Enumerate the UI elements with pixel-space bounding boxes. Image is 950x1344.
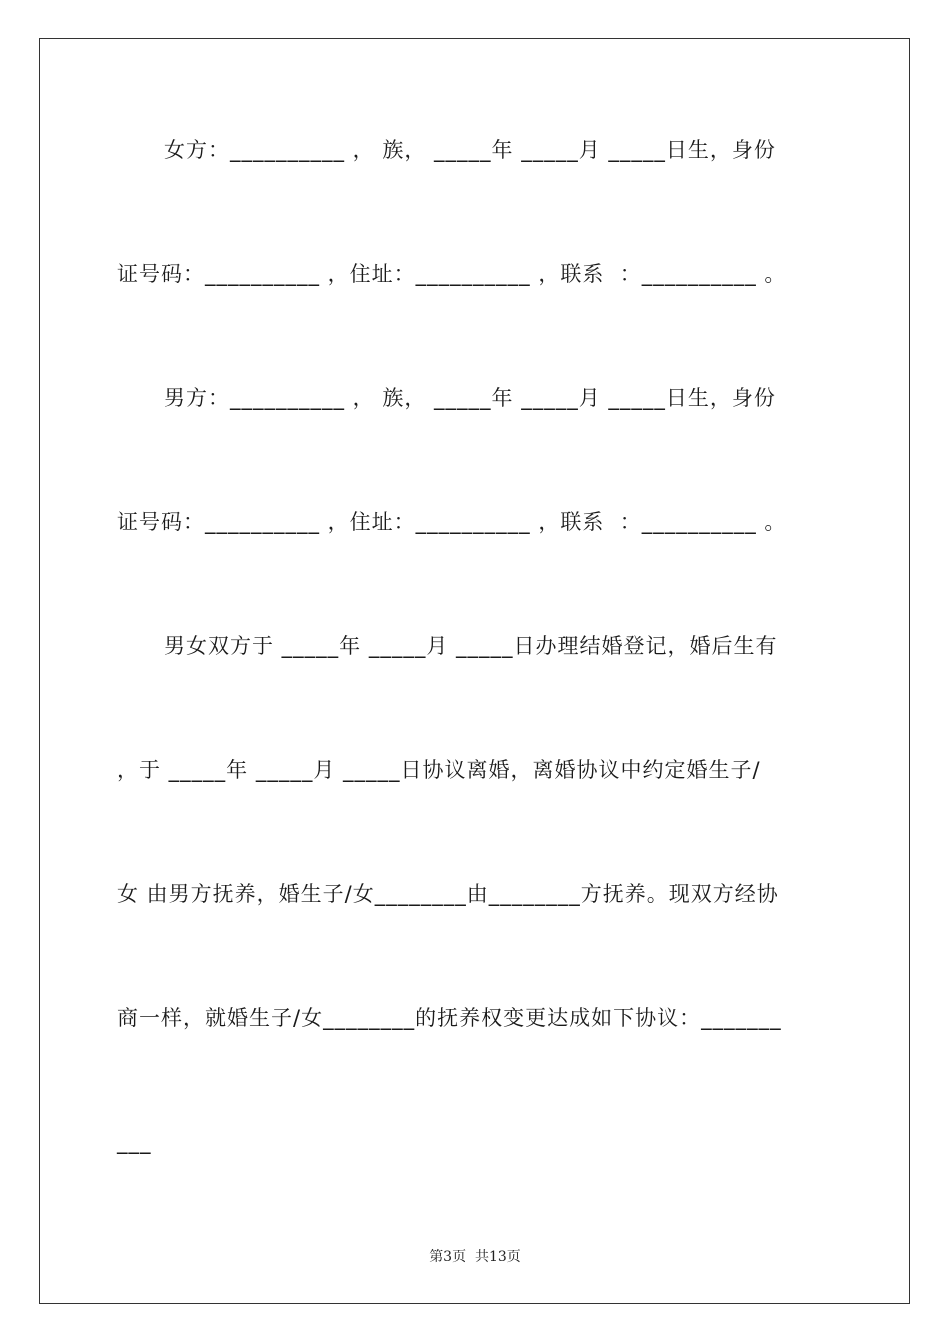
male-party-line: 男方：__________ ， 族， _____年 _____月 _____日生，身份	[164, 386, 776, 410]
page-number-footer: 第3页 共13页	[429, 1249, 521, 1265]
female-id-address-line: 证号码：__________ ，住址：__________ ，联系 ：__________ 。	[117, 262, 787, 286]
custody-line: 女 由男方抚养，婚生子/女________由________方抚养。现双方经协	[117, 882, 779, 906]
custody-change-line: 商一样，就婚生子/女________的抚养权变更达成如下协议：_______	[117, 1006, 782, 1030]
page-border	[39, 38, 910, 1304]
blank-continuation-line: ___	[117, 1130, 152, 1154]
divorce-agreement-line: ，于 _____年 _____月 _____日协议离婚，离婚协议中约定婚生子/	[117, 758, 761, 782]
male-id-address-line: 证号码：__________ ，住址：__________ ，联系 ：__________ 。	[117, 510, 787, 534]
marriage-registration-line: 男女双方于 _____年 _____月 _____日办理结婚登记，婚后生有	[164, 634, 778, 658]
female-party-line: 女方：__________ ， 族， _____年 _____月 _____日生，身份	[164, 138, 776, 162]
